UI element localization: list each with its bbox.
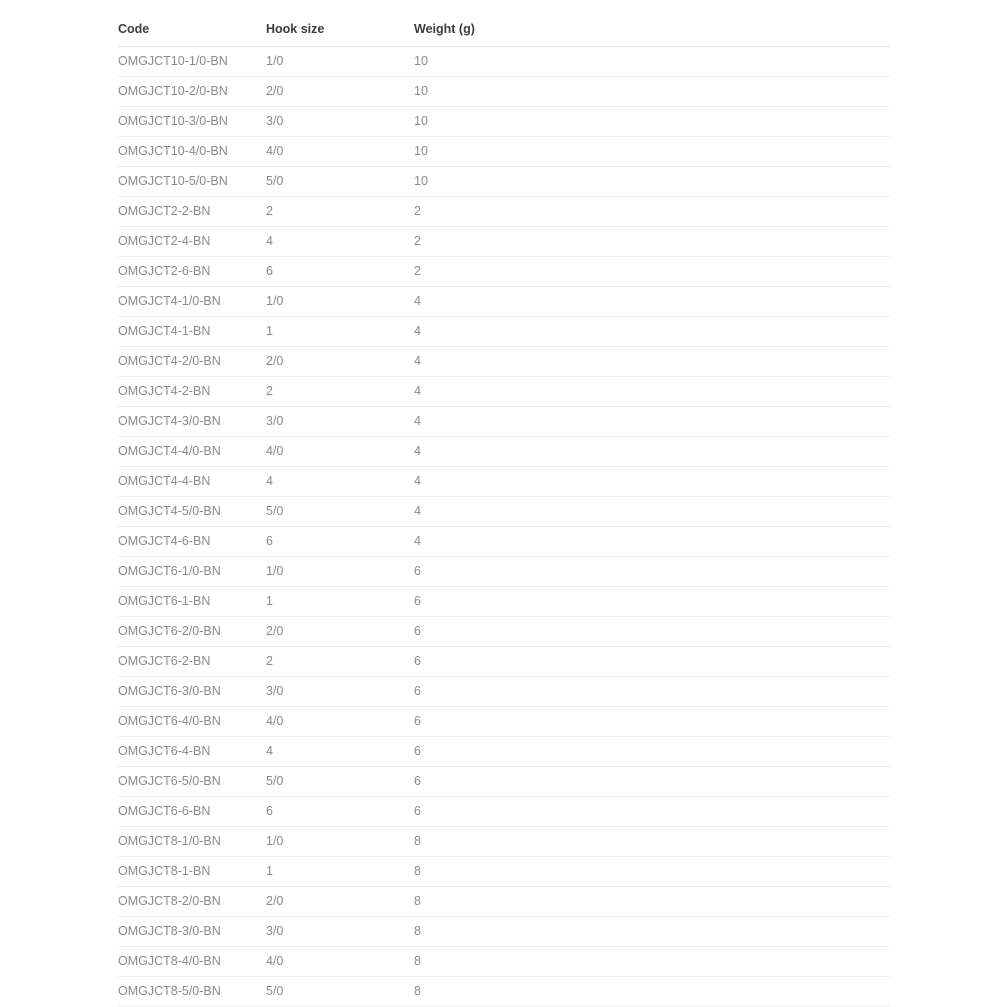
table-header xyxy=(118,16,890,47)
table-row xyxy=(118,407,890,437)
cell-code: OMGJCT4-1-BN xyxy=(118,317,266,347)
cell-hook: 4 xyxy=(266,227,414,257)
cell-weight: 8 xyxy=(414,887,890,917)
table-row xyxy=(118,347,890,377)
table-row xyxy=(118,137,890,167)
table-row xyxy=(118,737,890,767)
table-row xyxy=(118,617,890,647)
cell-hook: 2 xyxy=(266,377,414,407)
table-row xyxy=(118,527,890,557)
cell-weight: 4 xyxy=(414,407,890,437)
table-row xyxy=(118,917,890,947)
cell-code: OMGJCT6-6-BN xyxy=(118,797,266,827)
table-row xyxy=(118,977,890,1007)
cell-hook: 3/0 xyxy=(266,677,414,707)
cell-hook: 2/0 xyxy=(266,347,414,377)
cell-weight: 8 xyxy=(414,947,890,977)
cell-weight: 10 xyxy=(414,77,890,107)
table-row xyxy=(118,647,890,677)
cell-code: OMGJCT10-3/0-BN xyxy=(118,107,266,137)
table-row xyxy=(118,377,890,407)
table-row xyxy=(118,47,890,77)
cell-weight: 4 xyxy=(414,347,890,377)
table-row xyxy=(118,167,890,197)
cell-hook: 4/0 xyxy=(266,707,414,737)
cell-weight: 6 xyxy=(414,557,890,587)
cell-code: OMGJCT4-3/0-BN xyxy=(118,407,266,437)
cell-code: OMGJCT10-2/0-BN xyxy=(118,77,266,107)
cell-code: OMGJCT8-3/0-BN xyxy=(118,917,266,947)
table-row xyxy=(118,677,890,707)
cell-weight: 4 xyxy=(414,437,890,467)
product-variant-table xyxy=(118,16,890,1007)
cell-code: OMGJCT6-1-BN xyxy=(118,587,266,617)
cell-weight: 10 xyxy=(414,137,890,167)
cell-code: OMGJCT6-2-BN xyxy=(118,647,266,677)
cell-weight: 8 xyxy=(414,827,890,857)
cell-weight: 8 xyxy=(414,857,890,887)
cell-code: OMGJCT6-5/0-BN xyxy=(118,767,266,797)
table-row xyxy=(118,857,890,887)
cell-code: OMGJCT6-4/0-BN xyxy=(118,707,266,737)
table-row xyxy=(118,467,890,497)
table-row xyxy=(118,767,890,797)
cell-hook: 1/0 xyxy=(266,557,414,587)
table-row xyxy=(118,287,890,317)
cell-code: OMGJCT8-1/0-BN xyxy=(118,827,266,857)
table-row xyxy=(118,317,890,347)
cell-code: OMGJCT4-2-BN xyxy=(118,377,266,407)
cell-code: OMGJCT4-1/0-BN xyxy=(118,287,266,317)
cell-weight: 6 xyxy=(414,587,890,617)
cell-weight: 2 xyxy=(414,227,890,257)
table-header-row xyxy=(118,16,890,47)
table-row xyxy=(118,437,890,467)
cell-code: OMGJCT8-5/0-BN xyxy=(118,977,266,1007)
cell-hook: 1/0 xyxy=(266,827,414,857)
cell-code: OMGJCT8-1-BN xyxy=(118,857,266,887)
cell-code: OMGJCT6-1/0-BN xyxy=(118,557,266,587)
cell-hook: 6 xyxy=(266,527,414,557)
cell-code: OMGJCT10-5/0-BN xyxy=(118,167,266,197)
cell-hook: 5/0 xyxy=(266,767,414,797)
table-row xyxy=(118,77,890,107)
cell-weight: 8 xyxy=(414,917,890,947)
cell-weight: 6 xyxy=(414,677,890,707)
cell-hook: 6 xyxy=(266,797,414,827)
cell-weight: 6 xyxy=(414,797,890,827)
cell-code: OMGJCT4-2/0-BN xyxy=(118,347,266,377)
cell-hook: 4/0 xyxy=(266,137,414,167)
cell-hook: 2/0 xyxy=(266,617,414,647)
cell-weight: 8 xyxy=(414,977,890,1007)
cell-code: OMGJCT10-4/0-BN xyxy=(118,137,266,167)
cell-weight: 2 xyxy=(414,257,890,287)
cell-weight: 4 xyxy=(414,377,890,407)
cell-weight: 6 xyxy=(414,737,890,767)
table-row xyxy=(118,227,890,257)
cell-hook: 4 xyxy=(266,737,414,767)
cell-weight: 4 xyxy=(414,527,890,557)
table-row xyxy=(118,797,890,827)
cell-hook: 2 xyxy=(266,647,414,677)
table-row xyxy=(118,827,890,857)
cell-code: OMGJCT10-1/0-BN xyxy=(118,47,266,77)
cell-hook: 2/0 xyxy=(266,77,414,107)
table-row xyxy=(118,947,890,977)
cell-code: OMGJCT4-4/0-BN xyxy=(118,437,266,467)
cell-weight: 10 xyxy=(414,107,890,137)
table-row xyxy=(118,257,890,287)
table-row xyxy=(118,587,890,617)
table-body xyxy=(118,47,890,1007)
column-header-weight: Weight (g) xyxy=(414,16,890,47)
cell-code: OMGJCT2-6-BN xyxy=(118,257,266,287)
column-header-code: Code xyxy=(118,16,266,47)
cell-code: OMGJCT6-4-BN xyxy=(118,737,266,767)
cell-weight: 2 xyxy=(414,197,890,227)
column-header-hook-size: Hook size xyxy=(266,16,414,47)
cell-code: OMGJCT4-4-BN xyxy=(118,467,266,497)
cell-hook: 1 xyxy=(266,587,414,617)
cell-hook: 1 xyxy=(266,317,414,347)
cell-hook: 3/0 xyxy=(266,407,414,437)
table-row xyxy=(118,887,890,917)
cell-code: OMGJCT8-2/0-BN xyxy=(118,887,266,917)
cell-code: OMGJCT6-3/0-BN xyxy=(118,677,266,707)
table-row xyxy=(118,107,890,137)
cell-code: OMGJCT8-4/0-BN xyxy=(118,947,266,977)
cell-weight: 6 xyxy=(414,707,890,737)
cell-hook: 5/0 xyxy=(266,167,414,197)
cell-code: OMGJCT2-4-BN xyxy=(118,227,266,257)
cell-hook: 1 xyxy=(266,857,414,887)
cell-weight: 4 xyxy=(414,317,890,347)
cell-hook: 2 xyxy=(266,197,414,227)
cell-hook: 2/0 xyxy=(266,887,414,917)
cell-code: OMGJCT4-6-BN xyxy=(118,527,266,557)
cell-hook: 4/0 xyxy=(266,437,414,467)
cell-hook: 1/0 xyxy=(266,287,414,317)
cell-weight: 4 xyxy=(414,497,890,527)
cell-weight: 4 xyxy=(414,287,890,317)
cell-hook: 3/0 xyxy=(266,917,414,947)
cell-code: OMGJCT2-2-BN xyxy=(118,197,266,227)
cell-hook: 4 xyxy=(266,467,414,497)
cell-weight: 6 xyxy=(414,617,890,647)
table-row xyxy=(118,557,890,587)
cell-hook: 5/0 xyxy=(266,977,414,1007)
cell-weight: 6 xyxy=(414,647,890,677)
cell-hook: 5/0 xyxy=(266,497,414,527)
cell-weight: 6 xyxy=(414,767,890,797)
cell-hook: 4/0 xyxy=(266,947,414,977)
cell-weight: 4 xyxy=(414,467,890,497)
table-row xyxy=(118,497,890,527)
cell-code: OMGJCT4-5/0-BN xyxy=(118,497,266,527)
table-row xyxy=(118,707,890,737)
table-row xyxy=(118,197,890,227)
cell-weight: 10 xyxy=(414,167,890,197)
cell-hook: 1/0 xyxy=(266,47,414,77)
cell-code: OMGJCT6-2/0-BN xyxy=(118,617,266,647)
cell-hook: 6 xyxy=(266,257,414,287)
cell-weight: 10 xyxy=(414,47,890,77)
cell-hook: 3/0 xyxy=(266,107,414,137)
